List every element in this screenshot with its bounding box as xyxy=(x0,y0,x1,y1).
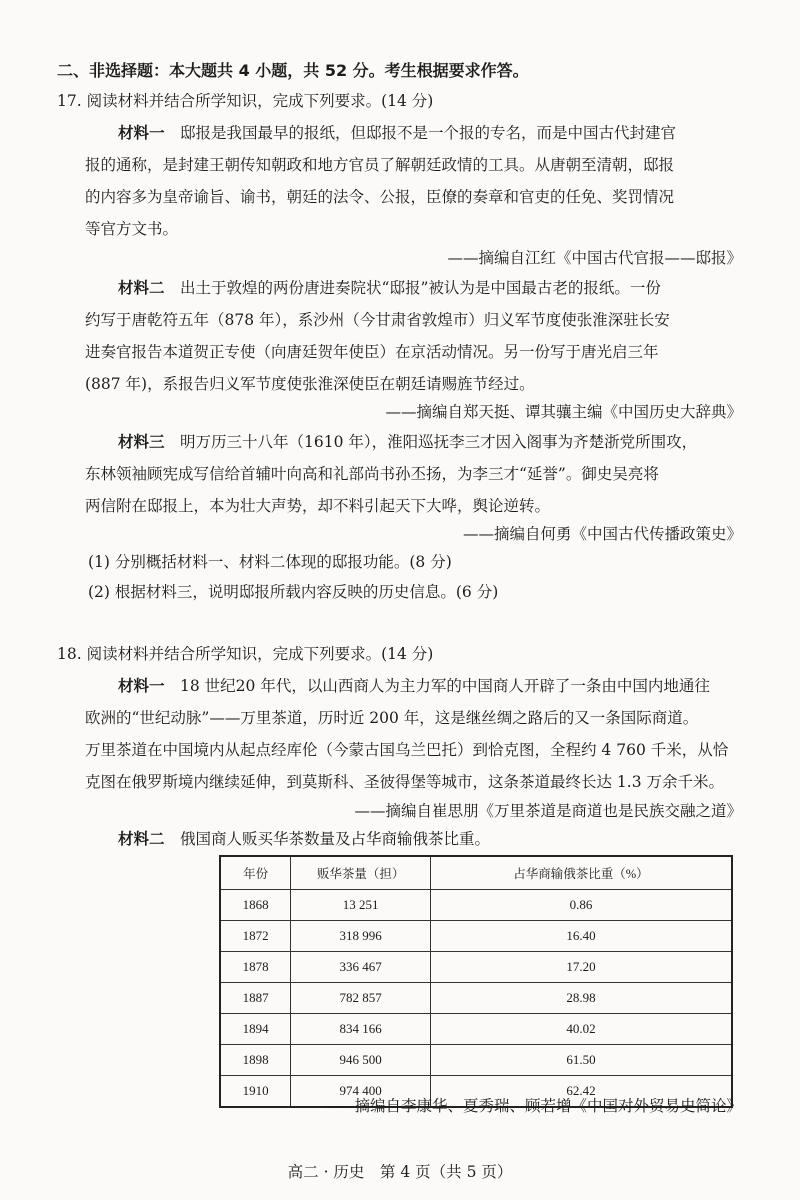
q17-m3-line2: 东林领袖顾宪成写信给首辅叶向高和礼部尚书孙丕扬，为李三才“延誉”。御史吴亮将 xyxy=(85,465,659,483)
section-heading: 二、非选择题：本大题共 4 小题，共 52 分。考生根据要求作答。 xyxy=(57,61,529,80)
q17-m3-source: ——摘编自何勇《中国古代传播政策史》 xyxy=(462,525,742,543)
header-share: 占华商输俄茶比重（%） xyxy=(430,856,732,890)
table-row xyxy=(220,1014,732,1045)
q17-m3-line1: 材料三 明万历三十八年（1610 年），淮阳巡抚李三才因入阁事为齐楚浙党所围攻， xyxy=(118,433,698,451)
cell-share: 61.50 xyxy=(430,1045,732,1076)
cell-quantity: 782 857 xyxy=(291,983,431,1014)
cell-year: 1910 xyxy=(220,1076,291,1108)
cell-share: 16.40 xyxy=(430,921,732,952)
cell-share: 40.02 xyxy=(430,1014,732,1045)
cell-year: 1868 xyxy=(220,890,291,921)
q18-m2-label: 材料二 xyxy=(118,830,165,848)
q17-m3-label: 材料三 xyxy=(118,433,165,451)
table-row xyxy=(220,952,732,983)
cell-year: 1878 xyxy=(220,952,291,983)
cell-share: 28.98 xyxy=(430,983,732,1014)
cell-quantity: 318 996 xyxy=(291,921,431,952)
cell-year: 1898 xyxy=(220,1045,291,1076)
q17-question-1: (1) 分别概括材料一、材料二体现的邸报功能。(8 分) xyxy=(88,553,452,571)
cell-quantity: 13 251 xyxy=(291,890,431,921)
q18-m1-source: ——摘编自崔思朋《万里茶道是商道也是民族交融之道》 xyxy=(354,802,742,820)
q18-table-source: ——摘编自李康华、夏秀瑞、顾若增《中国对外贸易史简论》 xyxy=(323,1097,742,1115)
q17-m1-label: 材料一 xyxy=(118,124,165,142)
q17-m2-source: ——摘编自郑天挺、谭其骧主编《中国历史大辞典》 xyxy=(385,403,742,421)
header-year: 年份 xyxy=(220,856,291,890)
q17-question-2: (2) 根据材料三，说明邸报所载内容反映的历史信息。(6 分) xyxy=(88,583,499,601)
cell-year: 1872 xyxy=(220,921,291,952)
q18-m1-line1: 材料一 18 世纪20 年代，以山西商人为主力军的中国商人开辟了一条由中国内地通往 xyxy=(118,677,710,695)
q17-m3-line3: 两信附在邸报上，本为壮大声势，却不料引起天下大哗，舆论逆转。 xyxy=(85,497,551,515)
q17-intro: 17. 阅读材料并结合所学知识，完成下列要求。(14 分) xyxy=(57,92,434,110)
q18-m1-line4: 克图在俄罗斯境内继续延伸，到莫斯科、圣彼得堡等城市，这条茶道最终长达 1.3 万余千米。 xyxy=(85,773,725,791)
cell-share: 62.42 xyxy=(430,1076,732,1108)
q17-m2-line1: 材料二 出土于敦煌的两份唐进奏院状“邸报”被认为是中国最古老的报纸。一份 xyxy=(118,279,661,297)
q18-m1-label: 材料一 xyxy=(118,677,165,695)
cell-quantity: 336 467 xyxy=(291,952,431,983)
table-header-row xyxy=(220,856,732,890)
q18-m2-caption-line: 材料二 俄国商人贩买华茶数量及占华商输俄茶比重。 xyxy=(118,830,491,848)
q17-m1-line2: 报的通称，是封建王朝传知朝政和地方官员了解朝廷政情的工具。从唐朝至清朝，邸报 xyxy=(85,156,675,174)
cell-year: 1887 xyxy=(220,983,291,1014)
q17-m1-source: ——摘编自江红《中国古代官报——邸报》 xyxy=(447,249,742,267)
q17-m2-line2: 约写于唐乾符五年（878 年），系沙州（今甘肃省敦煌市）归义军节度使张淮深驻长安 xyxy=(85,311,670,329)
page-footer: 高二 · 历史 第 4 页（共 5 页） xyxy=(287,1163,513,1181)
q18-m1-line2: 欧洲的“世纪动脉”——万里茶道，历时近 200 年，这是继丝绸之路后的又一条国际商道。 xyxy=(85,709,699,727)
q18-intro: 18. 阅读材料并结合所学知识，完成下列要求。(14 分) xyxy=(57,645,434,663)
q17-m1-line4: 等官方文书。 xyxy=(85,220,179,238)
q18-m1-line3: 万里茶道在中国境内从起点经库伦（今蒙古国乌兰巴托）到恰克图，全程约 4 760 千米，从恰 xyxy=(85,741,729,759)
cell-share: 0.86 xyxy=(430,890,732,921)
tea-trade-table xyxy=(219,855,733,1108)
cell-quantity: 834 166 xyxy=(291,1014,431,1045)
header-quantity: 贩华茶量（担） xyxy=(291,856,431,890)
table-row xyxy=(220,921,732,952)
q17-m2-line3: 进奏官报告本道贺正专使（向唐廷贺年使臣）在京活动情况。另一份写于唐光启三年 xyxy=(85,343,659,361)
cell-quantity: 946 500 xyxy=(291,1045,431,1076)
table-row xyxy=(220,1045,732,1076)
q17-m2-label: 材料二 xyxy=(118,279,165,297)
table-row xyxy=(220,983,732,1014)
q17-m1-line3: 的内容多为皇帝谕旨、谕书，朝廷的法令、公报，臣僚的奏章和官吏的任免、奖罚情况 xyxy=(85,188,675,206)
cell-share: 17.20 xyxy=(430,952,732,983)
cell-quantity: 974 400 xyxy=(291,1076,431,1108)
q17-m1-line1: 材料一 邸报是我国最早的报纸，但邸报不是一个报的专名，而是中国古代封建官 xyxy=(118,124,677,142)
table-row xyxy=(220,890,732,921)
cell-year: 1894 xyxy=(220,1014,291,1045)
q17-m2-line4: (887 年)，系报告归义军节度使张淮深使臣在朝廷请赐旌节经过。 xyxy=(85,375,535,393)
